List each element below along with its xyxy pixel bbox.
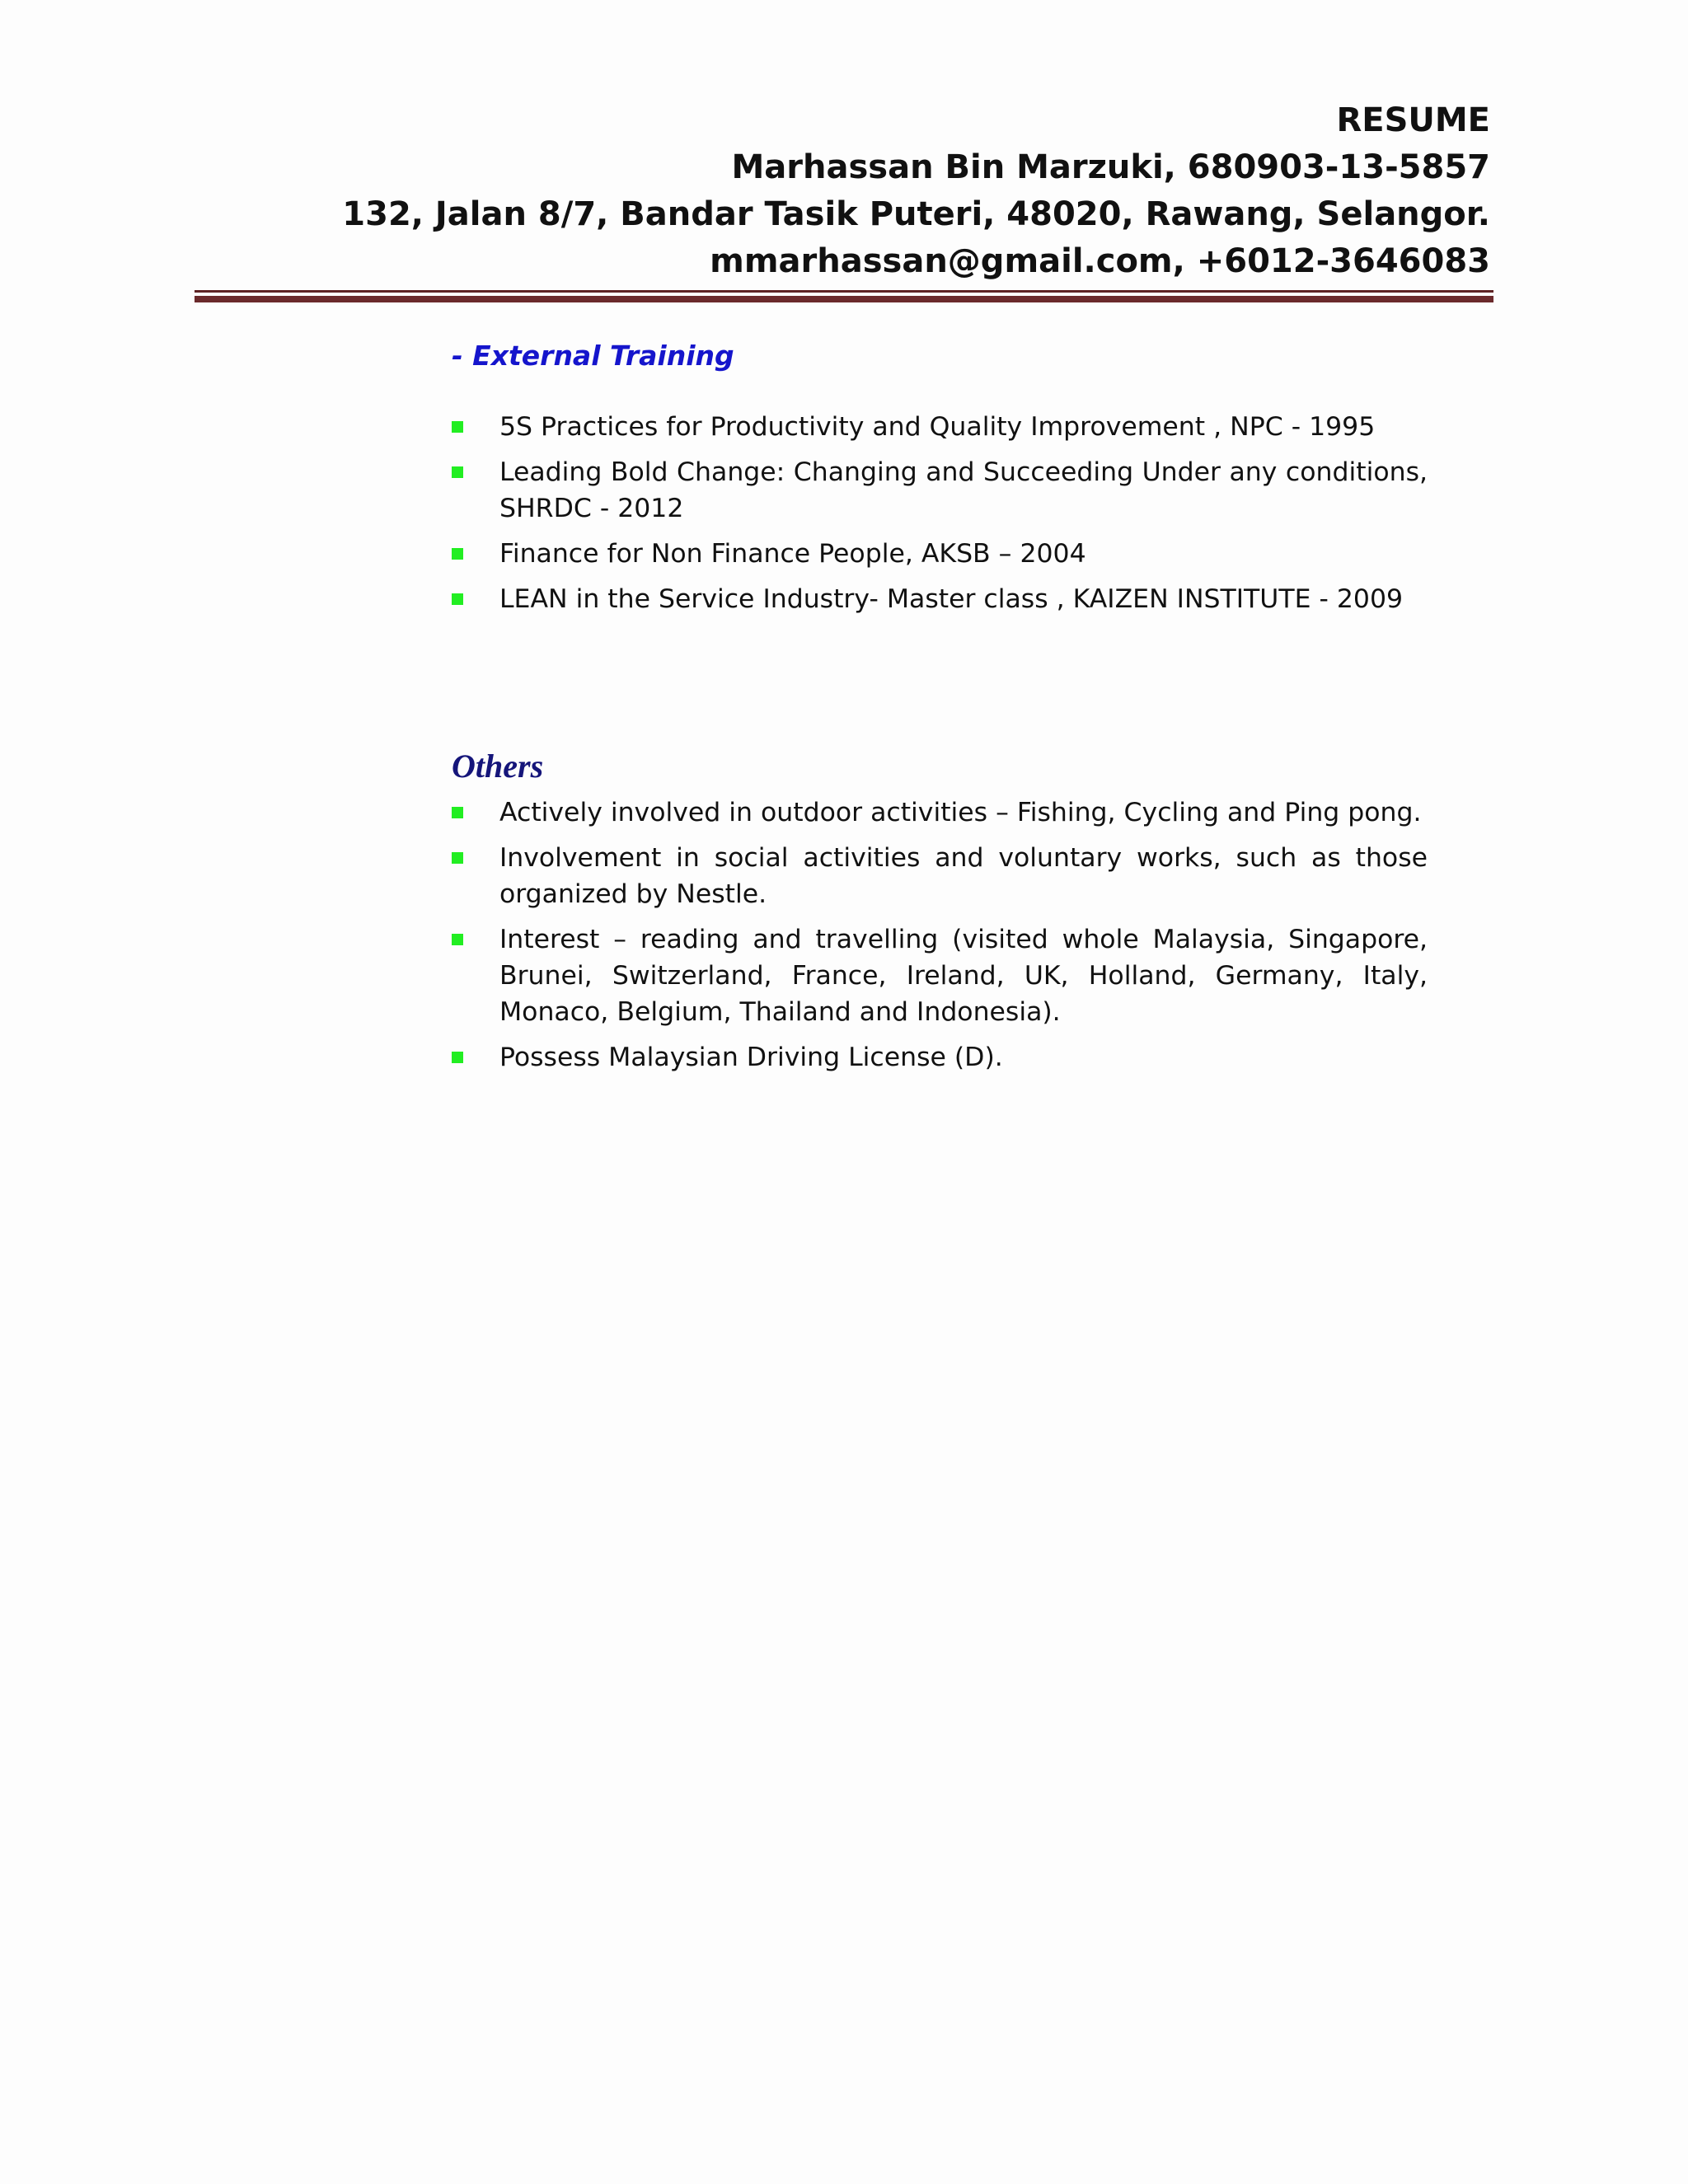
list-item: Interest – reading and travelling (visited whole Malaysia, Singapore, Brunei, Switzerland, France, Ireland, UK, Holland, Germany, Italy, Monaco, Belgium, Thailand and Indonesia). (452, 921, 1428, 1030)
list-item: Possess Malaysian Driving License (D). (452, 1039, 1428, 1076)
resume-header (195, 97, 1490, 285)
square-bullet-icon (452, 466, 463, 478)
header-divider (195, 290, 1493, 302)
others-list (452, 794, 1428, 1085)
candidate-contact: mmarhassan@gmail.com, +6012-3646083 (710, 242, 1490, 280)
resume-title: RESUME (1336, 101, 1490, 139)
external-training-heading: - External Training (452, 340, 734, 372)
square-bullet-icon (452, 421, 463, 433)
square-bullet-icon (452, 807, 463, 818)
list-item: Finance for Non Finance People, AKSB – 2004 (452, 536, 1428, 572)
square-bullet-icon (452, 593, 463, 605)
list-item: Leading Bold Change: Changing and Succeeding Under any conditions, SHRDC - 2012 (452, 454, 1428, 527)
list-item: Actively involved in outdoor activities – Fishing, Cycling and Ping pong. (452, 794, 1428, 831)
others-heading: Others (452, 748, 544, 785)
square-bullet-icon (452, 852, 463, 864)
square-bullet-icon (452, 1052, 463, 1063)
square-bullet-icon (452, 548, 463, 560)
list-item: Involvement in social activities and voluntary works, such as those organized by Nestle. (452, 840, 1428, 912)
list-item: LEAN in the Service Industry- Master class , KAIZEN INSTITUTE - 2009 (452, 581, 1428, 617)
candidate-address: 132, Jalan 8/7, Bandar Tasik Puteri, 48020, Rawang, Selangor. (342, 195, 1490, 233)
external-training-list (452, 409, 1428, 626)
square-bullet-icon (452, 934, 463, 945)
list-item: 5S Practices for Productivity and Quality Improvement , NPC - 1995 (452, 409, 1428, 445)
candidate-name-id: Marhassan Bin Marzuki, 680903-13-5857 (731, 148, 1490, 186)
